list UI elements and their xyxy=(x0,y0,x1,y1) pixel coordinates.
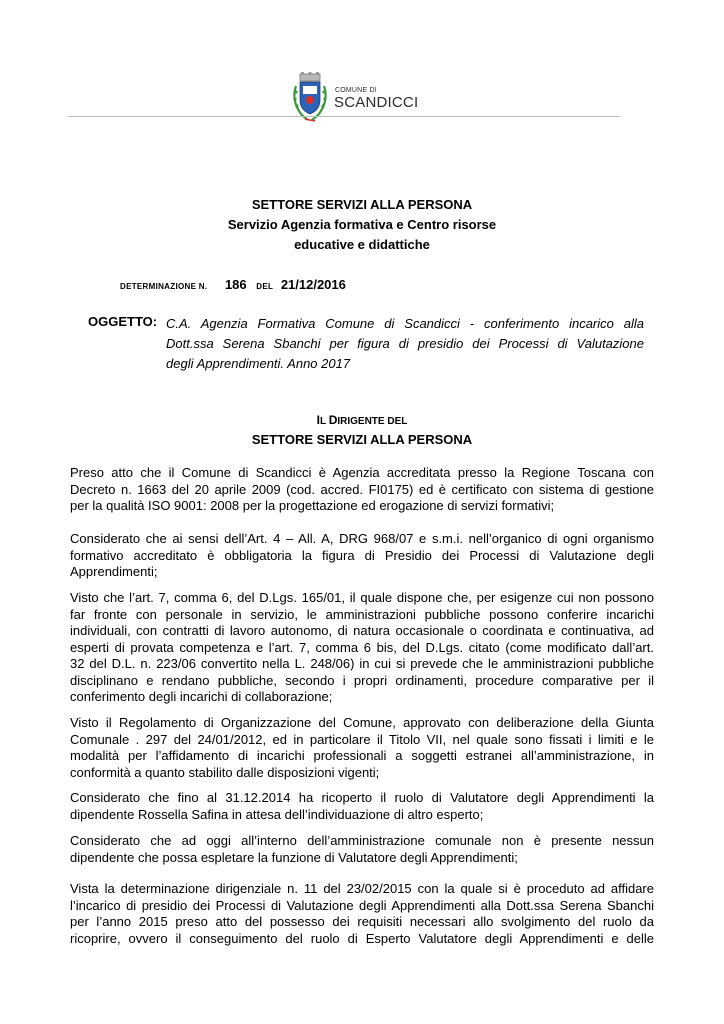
settore-title: SETTORE SERVIZI ALLA PERSONA xyxy=(251,197,473,212)
header-divider xyxy=(68,116,620,117)
oggetto-text xyxy=(166,314,644,374)
logo-big-text: SCANDICCI xyxy=(334,94,419,111)
oggetto-line: degli Apprendimenti. Anno 2017 xyxy=(166,356,351,371)
dirigente-heading: IL DIRIGENTE DEL xyxy=(316,413,408,427)
paragraph-considerato-2: Considerato che fino al 31.12.2014 ha ricoperto il ruolo di Valutatore degli Apprendimenti la dipendente Rossella Safina in attesa dell’individuazione di altro esperto; xyxy=(70,790,654,822)
determinazione-label: DETERMINAZIONE N. xyxy=(120,282,208,291)
determinazione-number: 186 xyxy=(224,277,247,292)
paragraph-preso-atto: Preso atto che il Comune di Scandicci è Agenzia accreditata presso la Regione Toscana con Decreto n. 1663 del 20 aprile 2009 (cod. accred. FI0175) ed è certificato con sistema di gestione per la qualità ISO 9001: 2008 per la progettazione ed erogazione di servizi formativi; xyxy=(70,465,654,513)
determinazione-del-label: DEL xyxy=(256,282,274,291)
paragraph-considerato-1: Considerato che ai sensi dell’Art. 4 – All. A, DRG 968/07 e s.m.i. nell’organico di ogni organismo formativo accreditato è obbligatoria la figura di Presidio dei Processi di Valutazione degli Apprendimenti; xyxy=(70,531,654,579)
oggetto-line: Dott.ssa Serena Sbanchi per figura di presidio dei Processi di Valutazione xyxy=(166,336,644,351)
oggetto-label: OGGETTO: xyxy=(88,314,158,329)
oggetto-line: C.A. Agenzia Formativa Comune di Scandicci - conferimento incarico alla xyxy=(166,316,644,331)
determinazione-date: 21/12/2016 xyxy=(280,277,346,292)
determinazione-line xyxy=(120,277,346,292)
paragraph-considerato-3: Considerato che ad oggi all’interno dell’amministrazione comunale non è presente nessun dipendente che possa espletare la funzione di Valutatore degli Apprendimenti; xyxy=(70,833,654,865)
dirigente-settore: SETTORE SERVIZI ALLA PERSONA xyxy=(251,432,473,447)
servizio-subtitle: educative e didattiche xyxy=(294,237,430,252)
paragraph-regolamento: Visto il Regolamento di Organizzazione del Comune, approvato con deliberazione della Giunta Comunale . 297 del 24/01/2012, ed in particolare il Titolo VII, nel quale sono fissati i limiti e le modalità per l’affidamento di incarichi professionali a soggetti estranei all’amministrazione, in conformità a quanto stabilito dalle disposizioni vigenti; xyxy=(70,715,654,780)
paragraph-visto-art7: Visto che l’art. 7, comma 6, del D.Lgs. 165/01, il quale dispone che, per esigenze cui non possono far fronte con personale in servizio, le amministrazioni pubbliche possono conferire incarichi individuali, con contratti di lavoro autonomo, di natura occasionale o coordinata e continuativa, ad esperti di provata competenza e l’art. 7, comma 6 bis, del D.Lgs. citato (come modificato dall’art. 32 del D.L. n. 223/06 convertito nella L. 248/06) in cui si prevede che le amministrazioni pubbliche disciplinano e rendano pubbliche, secondo i propri ordinamenti, procedure comparative per il conferimento degli incarichi di collaborazione; xyxy=(70,590,654,704)
logo-small-text: COMUNE DI xyxy=(335,87,377,94)
servizio-title: Servizio Agenzia formativa e Centro risorse xyxy=(227,217,497,232)
paragraph-vista-determinazione: Vista la determinazione dirigenziale n. 11 del 23/02/2015 con la quale si è proceduto ad affidare l’incarico di presidio dei Processi di Valutazione degli Apprendimenti alla Dott.ssa Serena Sbanchi per l’anno 2015 preso atto del possesso dei requisiti necessari allo svolgimento del ruolo da ricoprire, ovvero il conseguimento del ruolo di Esperto Valutatore degli Apprendimenti e delle xyxy=(70,881,654,946)
